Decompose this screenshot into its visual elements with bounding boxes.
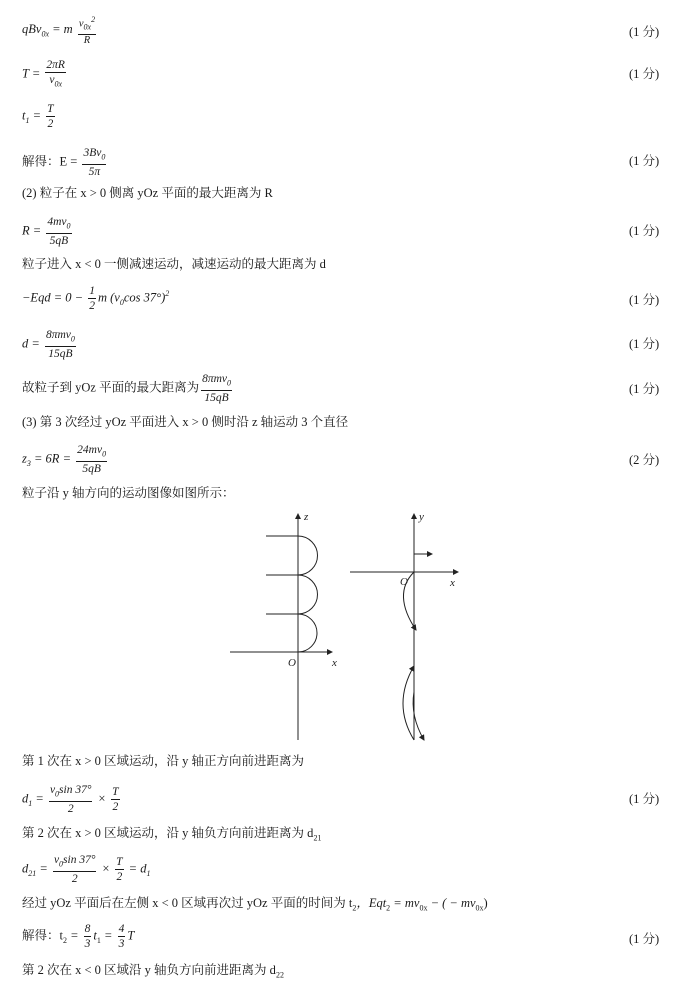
text-first-region: 第 1 次在 x > 0 区域运动，沿 y 轴正方向前进距离为: [22, 754, 305, 768]
equation-t1: $t_1$ = $\frac{T}{2}$: [22, 103, 54, 130]
text-second-region: 第 2 次在 x > 0 区域运动，沿 y 轴负方向前进距离为 $d_{21}$: [22, 826, 322, 843]
equation-energy: −Eqd = 0 − $\frac{1}{2}$ m ($v_0\cos$ 37°)$^2$: [22, 285, 170, 312]
text-part2-intro: (2) 粒子在 x > 0 侧离 yOz 平面的最大距离为 R: [22, 186, 273, 200]
score-label: (1 分): [629, 154, 660, 168]
text-max-distance: 故粒子到 yOz 平面的最大距离为 $\frac{8\pi mv_0}{15qB}$: [22, 373, 231, 405]
equation-d1: $d_1$ = $\frac{v_0\sin 37^\circ}{2}$ × $\frac{T}{2}$: [22, 784, 119, 816]
axis-label-x: x: [450, 577, 455, 589]
equation-distance-d: d = $\frac{8\pi mv_0}{15qB}$: [22, 329, 75, 361]
text-figure-caption: 粒子沿 y 轴方向的运动图像如图所示：: [22, 486, 235, 500]
equation-field-E: 解得：E = $\frac{3Bv_0}{5\pi}$: [22, 147, 106, 179]
text-momentum: 经过 yOz 平面后在左侧 x < 0 区域再次过 yOz 平面的时间为 $t_2$，$Eqt_2 = mv_{0x}$ − ( − $mv_{0x}$): [22, 896, 488, 913]
equation-t2: 解得：$t_2$ = $\frac{8}{3}$ $t_1$ = $\frac{4}{3}$ T: [22, 923, 135, 950]
score-label: (1 分): [629, 337, 660, 351]
equation-d21: $d_{21}$ = $\frac{v_0\sin 37^\circ}{2}$ × $\frac{T}{2}$ = $d_1$: [22, 854, 151, 886]
equation-z3: $z_3 = 6R$ = $\frac{24mv_0}{5qB}$: [22, 444, 107, 476]
motion-figure: [228, 508, 464, 744]
score-label: (1 分): [629, 224, 660, 238]
score-label: (1 分): [629, 932, 660, 946]
text-deceleration: 粒子进入 x < 0 一侧减速运动，减速运动的最大距离为 d: [22, 257, 326, 271]
equation-period: T = $\frac{2\pi R}{v_{0x}}$: [22, 59, 65, 89]
text-part3-intro: (3) 第 3 次经过 yOz 平面进入 x > 0 侧时沿 z 轴运动 3 个直径: [22, 415, 349, 429]
text-second-left-region: 第 2 次在 x < 0 区域沿 y 轴负方向前进距离为 $d_{22}$: [22, 963, 284, 980]
axis-label-y: y: [419, 511, 424, 523]
axis-label-z: z: [304, 511, 309, 523]
right-diagram: [350, 511, 458, 740]
score-label: (1 分): [629, 67, 660, 81]
origin-label: O: [288, 657, 296, 669]
score-label: (1 分): [629, 25, 660, 39]
equation-lorentz: qBv$_{0x}$ = m $\frac{v_{0x}^2}{R}$: [22, 15, 96, 46]
left-diagram: [230, 511, 337, 740]
score-label: (2 分): [629, 453, 660, 467]
score-label: (1 分): [629, 293, 660, 307]
score-label: (1 分): [629, 792, 660, 806]
origin-label: O: [400, 576, 408, 588]
score-label: (1 分): [629, 382, 660, 396]
equation-radius: R = $\frac{4mv_0}{5qB}$: [22, 216, 71, 248]
axis-label-x: x: [332, 657, 337, 669]
